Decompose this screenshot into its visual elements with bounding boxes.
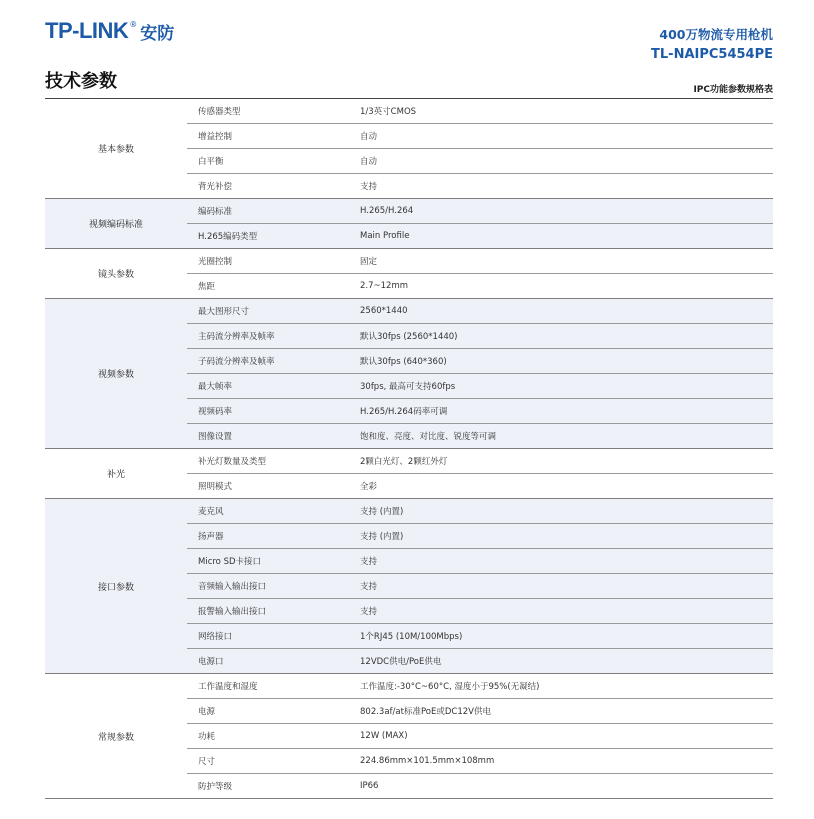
param-value: 支持 (内置) — [360, 532, 404, 542]
param-name: 背光补偿 — [198, 182, 233, 192]
spec-row — [187, 523, 773, 548]
param-name: 主码流分辨率及帧率 — [198, 332, 275, 342]
param-value: 饱和度、亮度、对比度、锐度等可调 — [360, 432, 497, 442]
spec-row — [187, 499, 773, 523]
param-value: 支持 — [360, 557, 378, 567]
spec-row — [187, 573, 773, 598]
spec-row — [187, 748, 773, 773]
spec-row — [187, 598, 773, 623]
param-name: 最大帧率 — [198, 382, 233, 392]
param-value: 支持 — [360, 607, 378, 617]
param-value: 30fps, 最高可支持60fps — [360, 382, 456, 392]
spec-table — [45, 98, 773, 799]
registered-mark: ® — [129, 19, 138, 29]
spec-row — [187, 249, 773, 273]
param-name: 增益控制 — [198, 132, 233, 142]
group-rows — [187, 99, 773, 198]
spec-row — [187, 323, 773, 348]
param-name: Micro SD卡接口 — [198, 557, 262, 567]
group-rows — [187, 449, 773, 498]
spec-group — [45, 199, 773, 249]
param-value: 默认30fps (2560*1440) — [360, 332, 458, 342]
param-name: 防护等级 — [198, 782, 233, 792]
param-name: 工作温度和湿度 — [198, 682, 258, 692]
param-name: 尺寸 — [198, 757, 216, 767]
param-value: 2560*1440 — [360, 306, 408, 316]
param-value: H.265/H.264 — [360, 206, 414, 216]
param-name: 白平衡 — [198, 157, 224, 167]
param-value: 802.3af/at标准PoE或DC12V供电 — [360, 707, 491, 717]
logo-suffix: 安防 — [140, 23, 175, 44]
param-value: 自动 — [360, 157, 378, 167]
spec-row — [187, 273, 773, 298]
param-name: 图像设置 — [198, 432, 233, 442]
group-label: 接口参数 — [97, 582, 134, 593]
spec-row — [187, 173, 773, 198]
param-value: 支持 — [360, 582, 378, 592]
param-name: 电源口 — [198, 657, 224, 667]
spec-row — [187, 674, 773, 698]
spec-row — [187, 773, 773, 798]
spec-row — [187, 398, 773, 423]
spec-row — [187, 199, 773, 223]
group-rows — [187, 499, 773, 673]
spec-row — [187, 449, 773, 473]
param-value: 2颗白光灯、2颗红外灯 — [360, 457, 448, 467]
spec-row — [187, 623, 773, 648]
spec-row — [187, 648, 773, 673]
spec-table-caption: IPC功能参数规格表 — [693, 85, 773, 95]
param-value: 12W (MAX) — [360, 731, 408, 741]
logo-text: TP-LINK — [45, 18, 129, 43]
spec-row — [187, 373, 773, 398]
param-value: IP66 — [360, 781, 379, 791]
param-name: 子码流分辨率及帧率 — [198, 357, 275, 367]
param-name: 报警输入输出接口 — [198, 607, 267, 617]
group-label: 视频编码标准 — [88, 220, 143, 230]
param-name: H.265编码类型 — [198, 232, 258, 242]
param-name: 焦距 — [198, 282, 216, 292]
spec-row — [187, 223, 773, 248]
param-value: H.265/H.264码率可调 — [360, 407, 448, 417]
group-label: 视频参数 — [97, 370, 134, 380]
param-value: 工作温度:-30°C~60°C, 湿度小于95%(无凝结) — [360, 682, 540, 692]
param-value: 12VDC供电/PoE供电 — [360, 657, 442, 667]
spec-row — [187, 299, 773, 323]
param-name: 最大图形尺寸 — [198, 307, 250, 317]
tp-link-logo — [45, 19, 174, 43]
group-label: 常规参数 — [97, 732, 134, 743]
spec-row — [187, 548, 773, 573]
param-name: 扬声器 — [198, 532, 224, 542]
param-value: 默认30fps (640*360) — [360, 357, 447, 367]
param-name: 电源 — [198, 707, 216, 717]
spec-row — [187, 723, 773, 748]
param-name: 音频输入输出接口 — [198, 582, 267, 592]
group-rows — [187, 249, 773, 298]
param-value: 自动 — [360, 132, 378, 142]
spec-row — [187, 99, 773, 123]
param-name: 网络接口 — [198, 632, 233, 642]
group-label: 补光 — [106, 470, 125, 480]
spec-row — [187, 423, 773, 448]
spec-group — [45, 299, 773, 449]
group-label: 基本参数 — [97, 145, 134, 155]
spec-group — [45, 99, 773, 199]
spec-row — [187, 148, 773, 173]
spec-group — [45, 449, 773, 499]
param-name: 麦克风 — [198, 507, 224, 517]
spec-group — [45, 499, 773, 674]
param-name: 照明模式 — [198, 482, 233, 492]
param-value: 1个RJ45 (10M/100Mbps) — [360, 632, 463, 642]
param-value: 支持 — [360, 182, 378, 192]
spec-row — [187, 123, 773, 148]
group-rows — [187, 299, 773, 448]
param-name: 传感器类型 — [198, 107, 241, 117]
section-title: 技术参数 — [45, 71, 117, 92]
param-name: 编码标准 — [198, 207, 233, 217]
param-value: 2.7~12mm — [360, 281, 409, 291]
param-name: 功耗 — [198, 732, 216, 742]
group-rows — [187, 674, 773, 798]
spec-group — [45, 249, 773, 299]
param-name: 光圈控制 — [198, 257, 233, 267]
group-rows — [187, 199, 773, 248]
param-value: 全彩 — [360, 482, 378, 492]
param-name: 补光灯数量及类型 — [198, 457, 267, 467]
param-value: 224.86mm×101.5mm×108mm — [360, 756, 495, 766]
param-value: 1/3英寸CMOS — [360, 107, 417, 117]
spec-row — [187, 473, 773, 498]
product-name: 400万物流专用枪机 — [659, 27, 773, 42]
product-model: TL-NAIPC5454PE — [651, 47, 773, 62]
spec-row — [187, 698, 773, 723]
spec-row — [187, 348, 773, 373]
spec-group — [45, 674, 773, 799]
param-value: 固定 — [360, 257, 378, 267]
param-name: 视频码率 — [198, 407, 233, 417]
param-value: 支持 (内置) — [360, 507, 404, 517]
group-label: 镜头参数 — [97, 270, 134, 280]
param-value: Main Profile — [360, 231, 410, 241]
